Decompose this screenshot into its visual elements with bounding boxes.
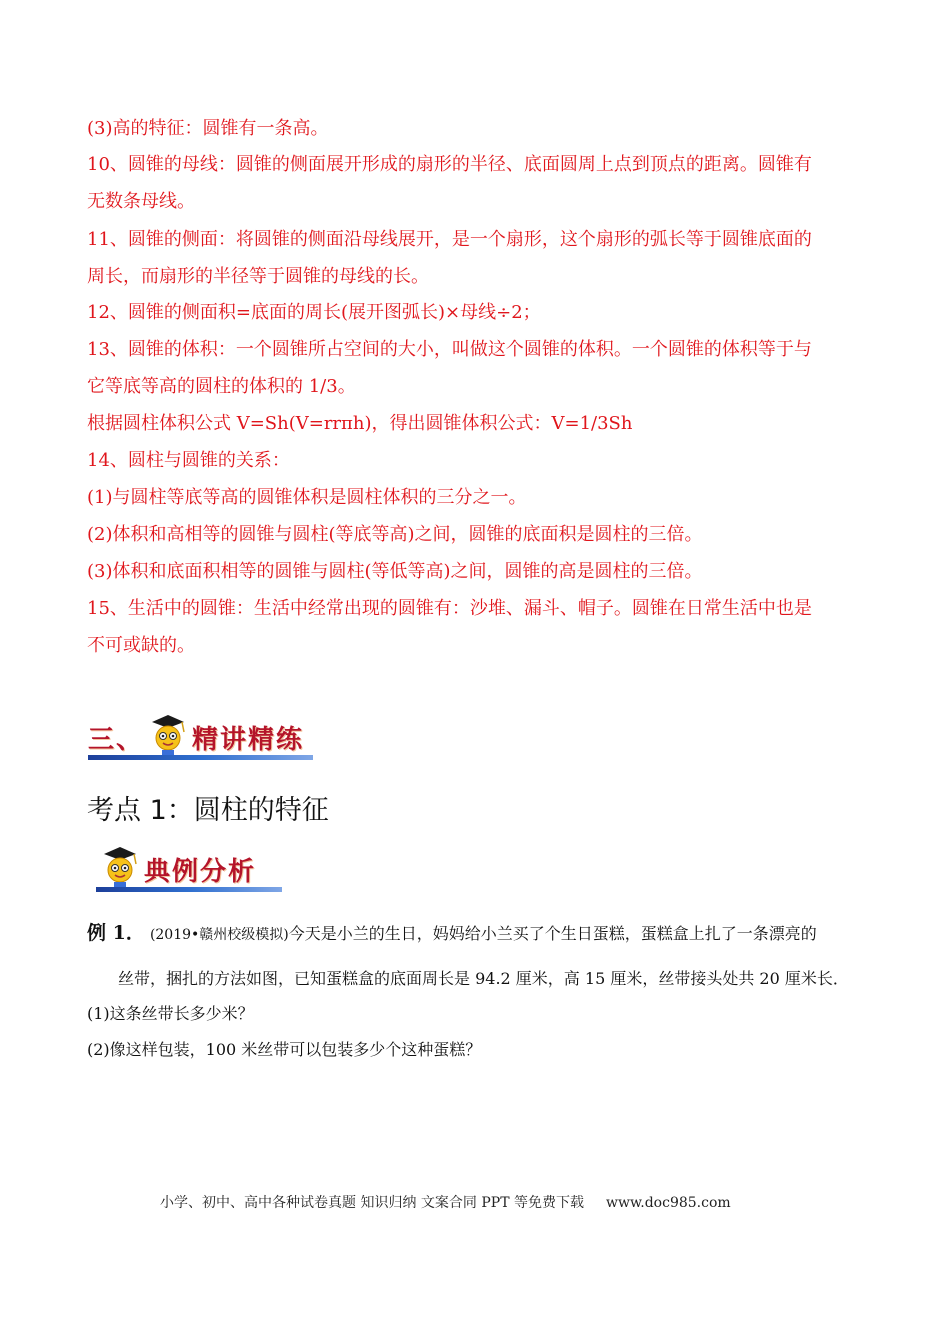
body-line: 12、圆锥的侧面积=底面的周长(展开图弧长)×母线÷2； <box>87 302 541 323</box>
kaodian-title: 考点 1：圆柱的特征 <box>87 795 329 826</box>
body-line: (2)体积和高相等的圆锥与圆柱(等底等高)之间，圆锥的底面积是圆柱的三倍。 <box>87 524 703 545</box>
footer-url[interactable]: www.doc985.com <box>605 1195 731 1211</box>
body-line: 10、圆锥的母线：圆锥的侧面展开形成的扇形的半径、底面圆周上点到顶点的距离。圆锥有 <box>87 154 812 175</box>
example-question-2: (2)像这样包装，100 米丝带可以包装多少个这种蛋糕？ <box>87 1040 482 1059</box>
footer-text: 小学、初中、高中各种试卷真题 知识归纳 文案合同 PPT 等免费下载 <box>160 1195 584 1211</box>
body-line: 13、圆锥的体积：一个圆锥所占空间的大小，叫做这个圆锥的体积。一个圆锥的体积等于与 <box>87 339 812 360</box>
section-banner <box>88 706 313 756</box>
example-first-line <box>87 922 817 946</box>
example-banner-text: 典例分析 <box>144 857 257 887</box>
example-text-line1: 今天是小兰的生日，妈妈给小兰买了个生日蛋糕，蛋糕盒上扎了一条漂亮的 <box>288 924 817 943</box>
example-banner <box>96 840 282 888</box>
body-line: 它等底等高的圆柱的体积的 1/3。 <box>87 376 356 397</box>
example-question-1: (1)这条丝带长多少米？ <box>87 1004 254 1023</box>
example-text-line2: 丝带，捆扎的方法如图，已知蛋糕盒的底面周长是 94.2 厘米，高 15 厘米，丝带接头处共 20 厘米长． <box>118 969 849 988</box>
section-banner-text: 精讲精练 <box>192 725 305 755</box>
body-line: (3)高的特征：圆锥有一条高。 <box>87 118 329 139</box>
scholar-mascot-icon <box>146 712 190 756</box>
banner-underline <box>96 887 282 892</box>
body-line: 无数条母线。 <box>87 191 195 212</box>
body-line: 15、生活中的圆锥：生活中经常出现的圆锥有：沙堆、漏斗、帽子。圆锥在日常生活中也是 <box>87 598 812 619</box>
body-line: (3)体积和底面积相等的圆锥与圆柱(等低等高)之间，圆锥的高是圆柱的三倍。 <box>87 561 703 582</box>
scholar-mascot-icon <box>98 844 142 888</box>
body-line: 不可或缺的。 <box>87 635 195 656</box>
body-line: (1)与圆柱等底等高的圆锥体积是圆柱体积的三分之一。 <box>87 487 527 508</box>
example-source: (2019•赣州校级模拟) <box>149 927 289 943</box>
example-label: 例 1． <box>87 922 145 944</box>
banner-underline <box>88 755 313 760</box>
body-line: 11、圆锥的侧面：将圆锥的侧面沿母线展开，是一个扇形，这个扇形的弧长等于圆锥底面的 <box>87 229 812 250</box>
section-banner-prefix: 三、 <box>88 725 145 755</box>
body-line: 周长，而扇形的半径等于圆锥的母线的长。 <box>87 266 429 287</box>
body-line: 根据圆柱体积公式 V=Sh(V=rrπh)，得出圆锥体积公式：V=1/3Sh <box>87 413 633 434</box>
body-line: 14、圆柱与圆锥的关系： <box>87 450 290 471</box>
page-footer <box>160 1192 731 1212</box>
